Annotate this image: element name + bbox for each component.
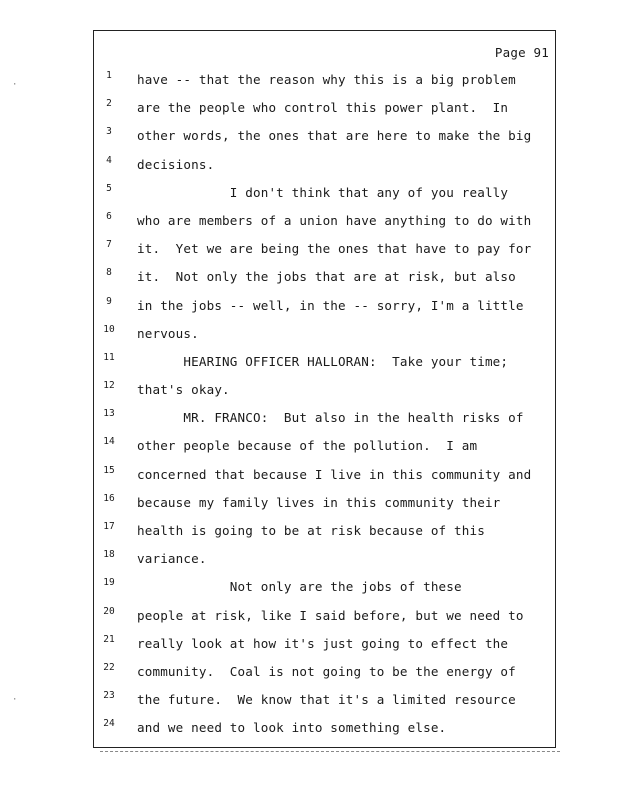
line-number: 18: [103, 549, 115, 561]
line-text: variance.: [137, 551, 207, 567]
transcript-line: [94, 235, 555, 263]
transcript-line: [94, 489, 555, 517]
line-number: 5: [106, 182, 112, 194]
scan-artifact-mark: ·: [12, 80, 18, 90]
transcript-lines: [94, 66, 555, 743]
transcript-line: [94, 348, 555, 376]
line-number: 10: [103, 323, 115, 335]
line-text: the future. We know that it's a limited resource: [137, 692, 516, 708]
line-number: 9: [106, 295, 112, 307]
line-number: 7: [106, 239, 112, 251]
line-number: 1: [106, 70, 112, 81]
transcript-line: [94, 376, 555, 404]
transcript-line: [94, 545, 555, 573]
transcript-line: [94, 630, 555, 658]
line-number: 19: [103, 577, 115, 589]
line-text: are the people who control this power plant. In: [137, 100, 509, 116]
line-text: decisions.: [137, 156, 215, 172]
transcript-line: [94, 461, 555, 489]
line-text: have -- that the reason why this is a big problem: [137, 72, 516, 87]
line-text: and we need to look into something else.: [137, 720, 447, 736]
transcript-line: [94, 686, 555, 714]
line-text: other people because of the pollution. I am: [137, 438, 478, 454]
transcript-line: [94, 179, 555, 207]
transcript-line: [94, 292, 555, 320]
line-number: 21: [103, 633, 115, 645]
line-text: HEARING OFFICER HALLORAN: Take your time;: [137, 353, 509, 369]
transcript-line: [94, 94, 555, 122]
line-text: really look at how it's just going to effect the: [137, 635, 509, 651]
line-number: 23: [103, 690, 115, 702]
line-text: health is going to be at risk because of this: [137, 523, 485, 538]
transcript-line: [94, 573, 555, 601]
line-number: 4: [106, 154, 112, 166]
line-number: 17: [103, 521, 115, 532]
line-number: 16: [103, 492, 115, 504]
transcript-line: [94, 602, 555, 630]
transcript-line: [94, 207, 555, 235]
line-number: 3: [106, 126, 112, 138]
line-number: 14: [103, 436, 115, 448]
transcript-line: [94, 320, 555, 348]
line-text: in the jobs -- well, in the -- sorry, I'm a little: [137, 297, 524, 313]
transcript-line: [94, 151, 555, 179]
line-text: because my family lives in this community their: [137, 494, 501, 510]
line-number: 11: [103, 351, 115, 363]
transcript-line: [94, 658, 555, 686]
line-text: concerned that because I live in this community and: [137, 466, 532, 482]
line-text: I don't think that any of you really: [137, 184, 509, 200]
line-text: people at risk, like I said before, but we need to: [137, 607, 524, 623]
line-number: 22: [103, 661, 115, 673]
page-number: Page 91: [494, 45, 549, 60]
line-number: 12: [103, 380, 115, 392]
line-text: MR. FRANCO: But also in the health risks of: [137, 410, 524, 426]
transcript-line: [94, 404, 555, 432]
line-number: 2: [106, 98, 112, 110]
line-number: 8: [106, 267, 112, 279]
transcript-line: [94, 432, 555, 460]
transcript-line: [94, 122, 555, 150]
line-text: Not only are the jobs of these: [137, 579, 462, 595]
line-text: nervous.: [137, 325, 199, 341]
scan-artifact-mark: ·: [12, 695, 18, 705]
line-number: 20: [103, 605, 115, 617]
line-number: 13: [103, 408, 115, 420]
transcript-page: [93, 30, 556, 748]
line-number: 24: [103, 718, 115, 730]
line-text: community. Coal is not going to be the energy of: [137, 663, 516, 679]
bottom-rule: [100, 751, 560, 752]
transcript-line: [94, 714, 555, 742]
transcript-line: [94, 263, 555, 291]
line-number: 15: [103, 464, 115, 476]
line-text: it. Not only the jobs that are at risk, but also: [137, 269, 516, 285]
transcript-line: [94, 66, 555, 94]
line-text: that's okay.: [137, 382, 230, 398]
line-text: it. Yet we are being the ones that have to pay for: [137, 241, 532, 257]
line-text: other words, the ones that are here to make the big: [137, 128, 532, 144]
line-number: 6: [106, 210, 112, 222]
transcript-line: [94, 517, 555, 545]
line-text: who are members of a union have anything to do with: [137, 212, 532, 228]
